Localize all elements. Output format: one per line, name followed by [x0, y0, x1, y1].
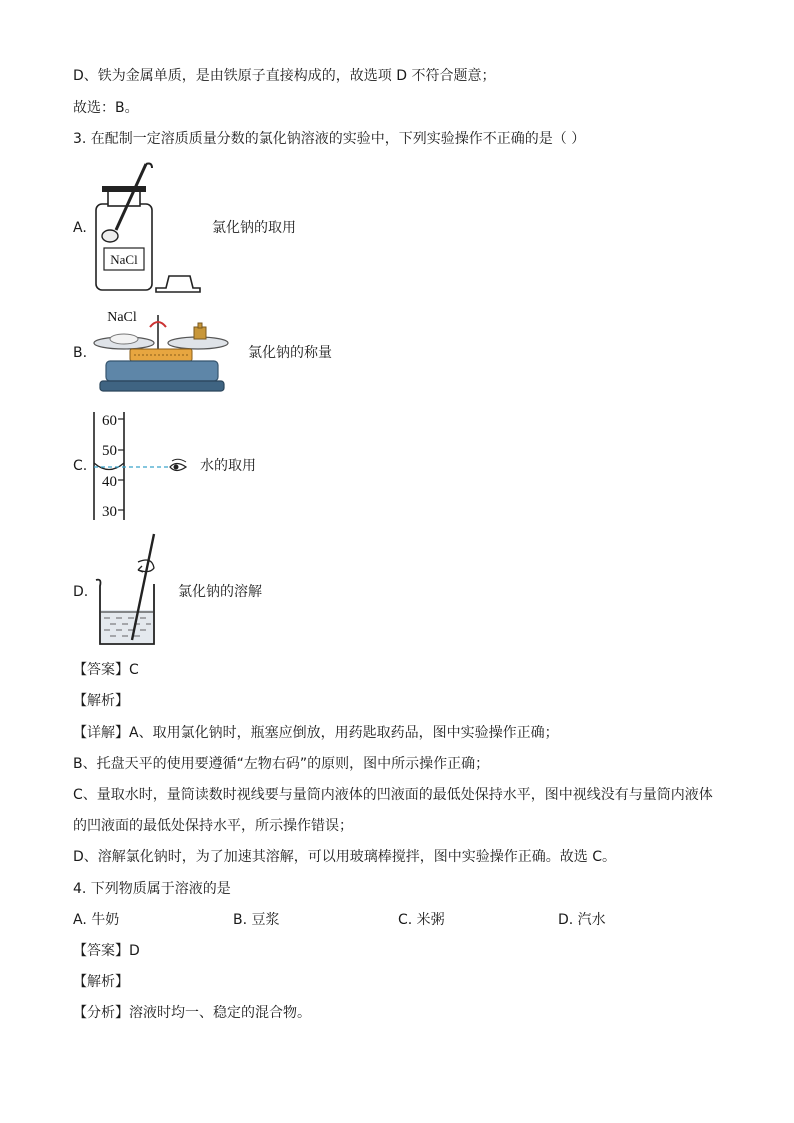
q4-analysis-line: 【分析】溶液时均一、稳定的混合物。: [73, 1005, 311, 1021]
cylinder-tick-40: 40: [102, 474, 117, 490]
cylinder-tick-60: 60: [102, 413, 117, 429]
q3-analysis-title: 【解析】: [73, 693, 129, 709]
q4-analysis-title: 【解析】: [73, 974, 129, 990]
q3-analysis-line-1: 【详解】A、取用氯化钠时，瓶塞应倒放，用药匙取药品，图中实验操作正确；: [73, 725, 559, 741]
reagent-bottle-spoon-illustration: [94, 160, 204, 292]
q3-option-d-caption: 氯化钠的溶解: [178, 584, 262, 600]
graduated-cylinder-illustration: [88, 410, 196, 522]
q2-conclusion: 故选：B。: [73, 100, 139, 116]
q3-analysis-line-3: C、量取水时，量筒读数时视线要与量筒内液体的凹液面的最低处保持水平，图中视线没有与量筒内液体: [73, 787, 713, 803]
q4-option-c: C. 米粥: [398, 912, 445, 928]
cylinder-tick-30: 30: [102, 504, 117, 520]
q4-stem: 4. 下列物质属于溶液的是: [73, 881, 231, 897]
q3-option-a-letter: A.: [73, 220, 87, 236]
q4-option-a: A. 牛奶: [73, 912, 120, 928]
q3-stem: 3. 在配制一定溶质质量分数的氯化钠溶液的实验中，下列实验操作不正确的是（ ）: [73, 131, 586, 147]
q4-option-d: D. 汽水: [558, 912, 606, 928]
q3-option-d-letter: D.: [73, 584, 89, 600]
q4-option-b: B. 豆浆: [233, 912, 280, 928]
q3-option-b-caption: 氯化钠的称量: [248, 345, 332, 361]
cylinder-tick-50: 50: [102, 443, 117, 459]
q4-answer: 【答案】D: [73, 943, 140, 959]
q3-option-c-caption: 水的取用: [200, 458, 256, 474]
q3-answer: 【答案】C: [73, 662, 139, 678]
nacl-weighing-label: NaCl: [107, 310, 137, 325]
q3-analysis-line-2: B、托盘天平的使用要遵循“左物右码”的原则，图中所示操作正确；: [73, 756, 490, 772]
q3-analysis-line-5: D、溶解氯化钠时，为了加速其溶解，可以用玻璃棒搅拌，图中实验操作正确。故选 C。: [73, 849, 617, 865]
q3-option-a-caption: 氯化钠的取用: [212, 220, 296, 236]
q3-analysis-line-4: 的凹液面的最低处保持水平，所示操作错误；: [73, 818, 353, 834]
beaker-stirring-illustration: [92, 532, 162, 650]
balance-scale-illustration: [92, 305, 232, 397]
nacl-bottle-label: NaCl: [110, 252, 138, 267]
q2-option-d-explanation: D、铁为金属单质，是由铁原子直接构成的，故选项 D 不符合题意；: [73, 68, 496, 84]
q3-option-c-letter: C.: [73, 458, 88, 474]
q3-option-b-letter: B.: [73, 345, 88, 361]
